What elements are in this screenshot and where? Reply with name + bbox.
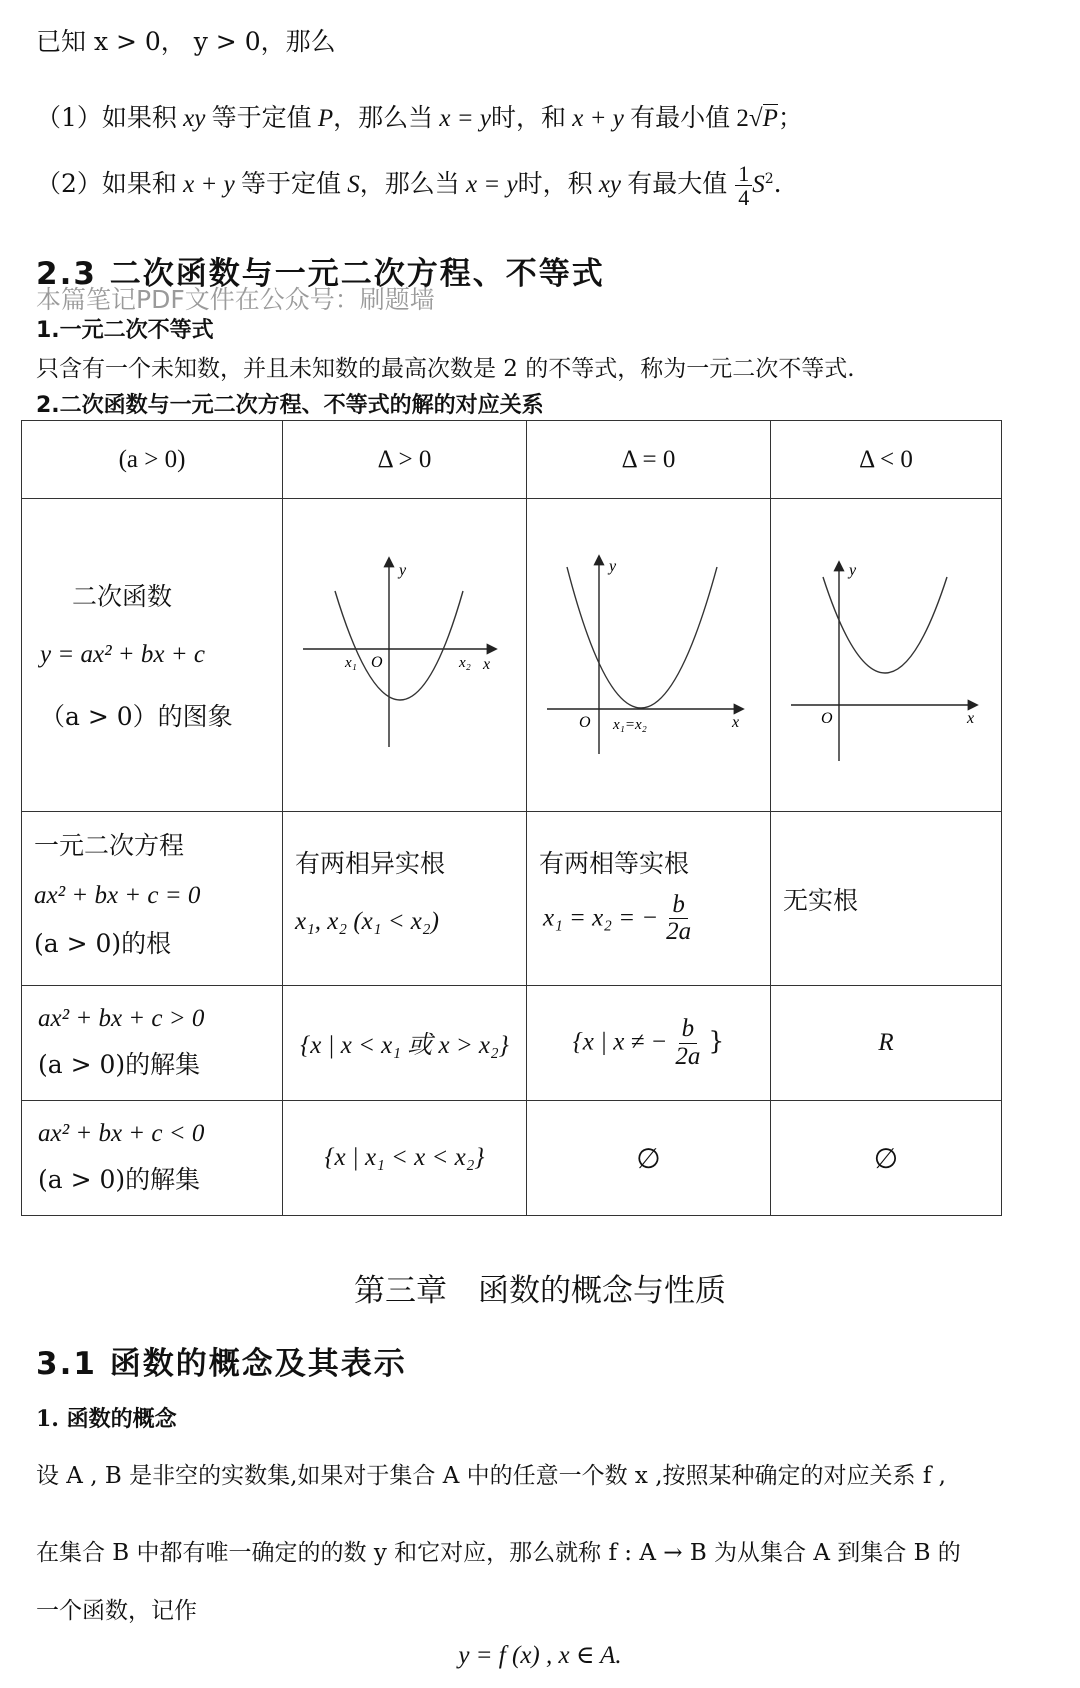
heading-function-concept: 1. 函数的概念 [36,1406,177,1432]
parabola [823,577,947,673]
quadratic-table [21,420,1002,1216]
parabola-no-root-graph [771,499,1001,805]
svg-text:x: x [732,714,740,731]
function-def-line-1: 设 A , B 是非空的实数集,如果对于集合 A 中的任意一个数 x ,按照某种确定的对应关系 f , [36,1463,946,1489]
header-delta-positive: Δ > 0 [283,421,527,499]
greater-delta-negative: R [771,986,1002,1101]
item-2: （2）如果和 x + y 等于定值 S，那么当 x = y时，积 xy 有最大值 $\frac{1}{4}$ $S^2$. [36,161,782,211]
function-def-line-3: 一个函数，记作 [36,1598,197,1624]
parabola-one-root-graph [527,499,770,805]
item-1: （1）如果积 xy 等于定值 P，那么当 x = y时，和 x + y 有最小值 2√P； [36,103,803,132]
equation-delta-zero: 有两相等实根 x₁ = x₂ = − $\frac{b}{2a}$ [527,812,771,986]
known-line: 已知 x > 0， y > 0，那么 [36,27,336,56]
table-row-less [22,1101,1002,1216]
table-row-graph [22,499,1002,812]
header-delta-zero: Δ = 0 [527,421,771,499]
heading-relation: 2.二次函数与一元二次方程、不等式的解的对应关系 [36,393,544,418]
svg-text:x: x [967,710,975,727]
svg-text:x₁: x₁ [345,655,357,671]
less-delta-negative: ∅ [771,1101,1002,1216]
header-a-positive: (a > 0) [22,421,283,499]
graph-row-label: 二次函数 y = ax² + bx + c （a > 0）的图象 [22,499,283,812]
table-row-equation [22,812,1002,986]
less-delta-zero: ∅ [527,1101,771,1216]
svg-text:O: O [579,714,591,731]
function-formula: y = f (x) , x ∈ A. [458,1642,622,1669]
equation-delta-negative: 无实根 [771,812,1002,986]
parabola [335,591,463,700]
graph-delta-negative [771,499,1002,812]
parabola [567,567,717,708]
watermark: 本篇笔记PDF文件在公众号：刷题墙 [36,285,435,314]
table-row-greater [22,986,1002,1101]
equation-delta-positive: 有两相异实根 x₁, x₂ (x₁ < x₂) [283,812,527,986]
svg-text:y: y [609,558,617,575]
graph-delta-positive [283,499,527,812]
svg-text:O: O [371,654,383,671]
svg-text:x: x [483,656,491,673]
less-delta-positive: {x | x₁ < x < x₂} [283,1101,527,1216]
svg-text:x₁=x₂: x₁=x₂ [613,717,647,733]
svg-text:y: y [399,562,407,579]
table-header-row [22,421,1002,499]
graph-delta-zero [527,499,771,812]
svg-text:y: y [849,562,857,579]
greater-delta-positive: {x | x < x₁ 或 x > x₂} [283,986,527,1101]
header-delta-negative: Δ < 0 [771,421,1002,499]
svg-text:O: O [821,710,833,727]
greater-delta-zero: {x | x ≠ − $\frac{b}{2a}$ } [527,986,771,1101]
equation-row-label: 一元二次方程 ax² + bx + c = 0 (a > 0)的根 [22,812,283,986]
inequality-definition: 只含有一个未知数，并且未知数的最高次数是 2 的不等式，称为一元二次不等式. [36,356,855,382]
greater-row-label: ax² + bx + c > 0 (a > 0)的解集 [22,986,283,1101]
function-def-line-2: 在集合 B 中都有唯一确定的的数 y 和它对应，那么就称 f : A → B 为从集合 A 到集合 B 的 [36,1540,961,1566]
heading-inequality: 1.一元二次不等式 [36,318,214,343]
chapter-3-title: 第三章 函数的概念与性质 [354,1273,726,1309]
section-2-3-title: 2.3 二次函数与一元二次方程、不等式 [36,256,605,292]
svg-text:x₂: x₂ [459,655,471,671]
less-row-label: ax² + bx + c < 0 (a > 0)的解集 [22,1101,283,1216]
section-3-1-title: 3.1 函数的概念及其表示 [36,1346,407,1382]
parabola-two-roots-graph [283,499,526,805]
